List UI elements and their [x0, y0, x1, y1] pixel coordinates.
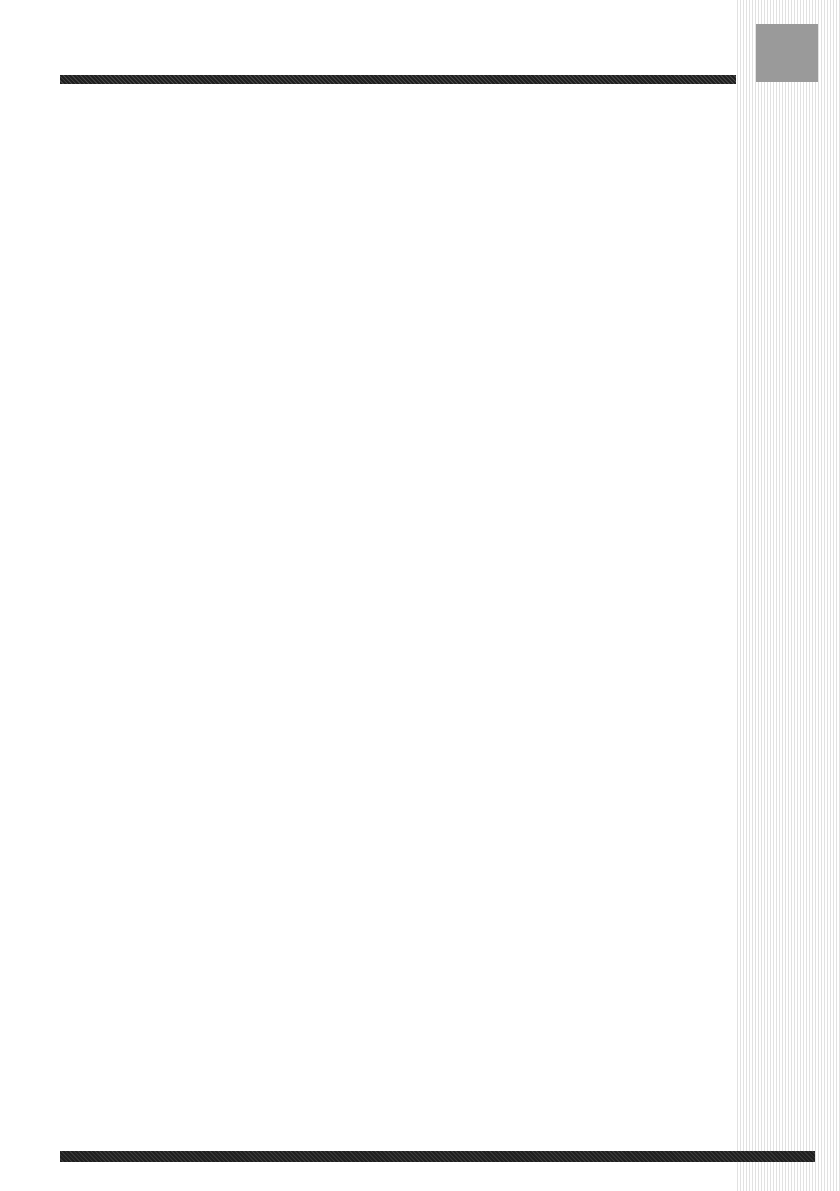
footer-rule — [60, 1151, 815, 1162]
right-column — [412, 92, 735, 96]
scan-edge-texture — [735, 0, 840, 1191]
header-rule — [60, 75, 736, 84]
page-number-tab — [756, 24, 818, 82]
left-column — [70, 98, 398, 102]
